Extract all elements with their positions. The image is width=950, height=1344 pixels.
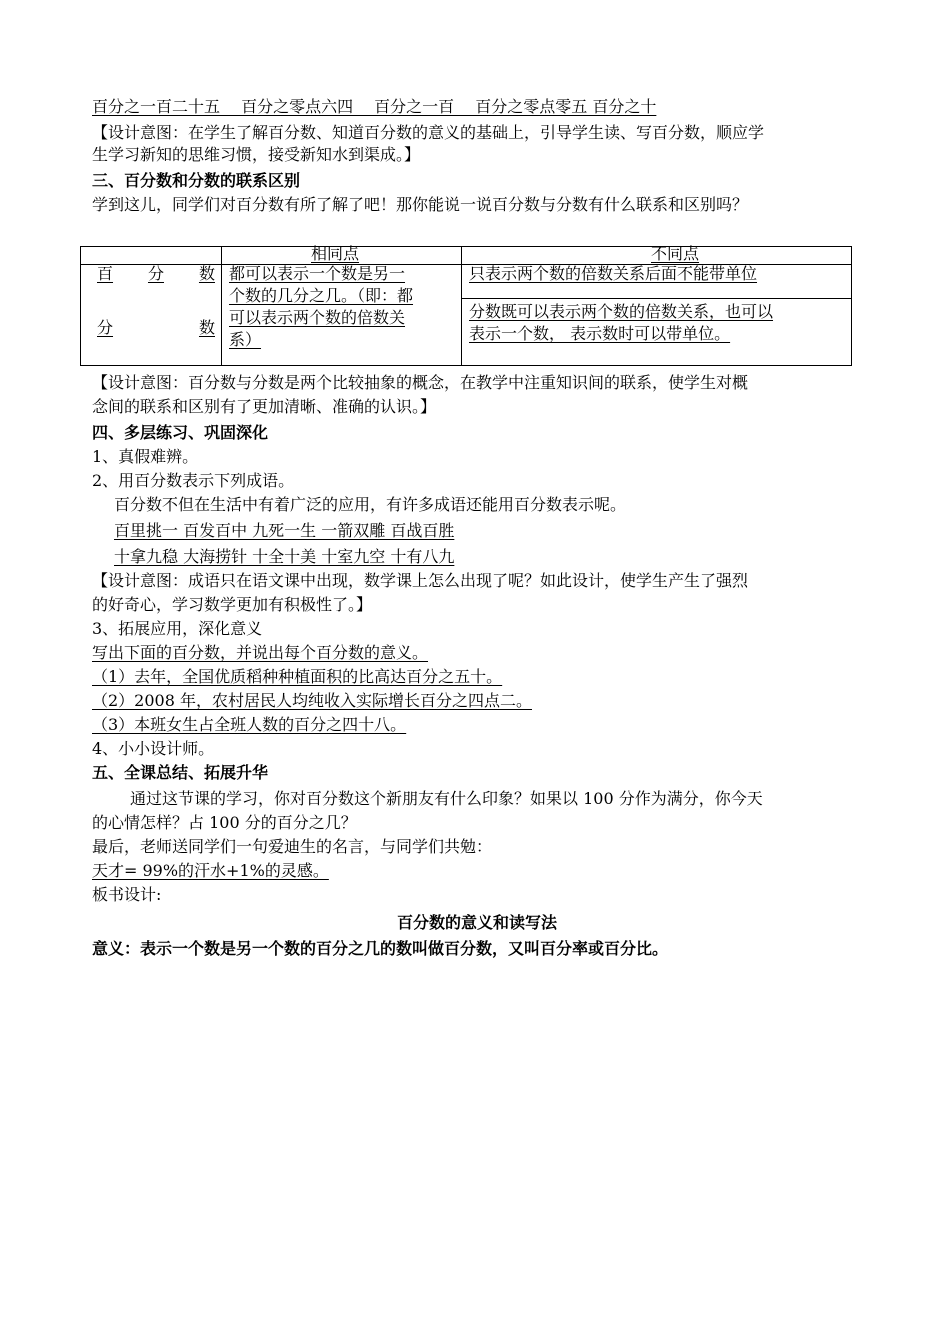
exercise-1: 1、真假难辨。: [92, 447, 199, 466]
edison-quote: 天才= 99%的汗水+1%的灵感。: [92, 861, 329, 880]
same-line-2: 个数的几分之几。（即：都: [229, 286, 414, 305]
exercise-3: 3、拓展应用，深化意义: [92, 619, 263, 638]
section-3-intro: 学到这儿，同学们对百分数有所了解了吧！那你能说一说百分数与分数有什么联系和区别吗？: [92, 195, 749, 214]
section-5-heading: 五、全课总结、拓展升华: [92, 763, 269, 782]
board-definition: 意义：表示一个数是另一个数的百分之几的数叫做百分数，又叫百分率或百分比。: [92, 939, 669, 958]
idiom-row-2: 十拿九稳 大海捞针 十全十美 十室九空 十有八九: [114, 547, 455, 566]
exercise-2: 2、用百分数表示下列成语。: [92, 471, 295, 490]
row-label-fraction: 分 数: [97, 318, 215, 337]
board-design-label: 板书设计:: [92, 885, 162, 904]
same-line-4: 系）: [229, 330, 262, 349]
section-4-heading: 四、多层练习、巩固深化: [92, 423, 269, 442]
summary-2: 的心情怎样？占 100 分的百分之几？: [92, 813, 357, 832]
exercise-3-item-1: （1）去年，全国优质稻种种植面积的比高达百分之五十。: [92, 667, 503, 686]
idiom-row-1: 百里挑一 百发百中 九死一生 一箭双雕 百战百胜: [114, 521, 455, 540]
same-line-3: 可以表示两个数的倍数关: [229, 308, 406, 327]
design-intent-2b: 念间的联系和区别有了更加清晰、准确的认识。】: [92, 397, 437, 416]
exercise-3-prompt: 写出下面的百分数，并说出每个百分数的意义。: [92, 643, 429, 662]
summary-1: 通过这节课的学习，你对百分数这个新朋友有什么印象？如果以 100 分作为满分，你今天: [130, 789, 763, 808]
board-title: 百分数的意义和读写法: [396, 913, 557, 932]
summary-3: 最后，老师送同学们一句爱迪生的名言，与同学们共勉：: [92, 837, 493, 856]
same-line-1: 都可以表示一个数是另一: [229, 264, 406, 283]
diff-fraction-2: 表示一个数， 表示数时可以带单位。: [469, 324, 731, 343]
design-intent-1a: 【设计意图：在学生了解百分数、知道百分数的意义的基础上，引导学生读、写百分数，顺应学: [92, 123, 765, 142]
design-intent-1b: 生学习新知的思维习惯，接受新知水到渠成。】: [92, 145, 421, 164]
header-diff: 不同点: [651, 244, 700, 263]
design-intent-3b: 的好奇心，学习数学更加有积极性了。】: [92, 595, 373, 614]
exercise-4: 4、小小设计师。: [92, 739, 215, 758]
design-intent-2a: 【设计意图：百分数与分数是两个比较抽象的概念，在教学中注重知识间的联系，使学生对概: [92, 373, 749, 392]
design-intent-3a: 【设计意图：成语只在语文课中出现，数学课上怎么出现了呢？如此设计，使学生产生了强烈: [92, 571, 749, 590]
exercise-3-item-3: （3）本班女生占全班人数的百分之四十八。: [92, 715, 407, 734]
section-3-heading: 三、百分数和分数的联系区别: [92, 171, 301, 190]
diff-percent: 只表示两个数的倍数关系后面不能带单位: [469, 264, 758, 283]
comparison-table: [80, 246, 852, 366]
diff-fraction-1: 分数既可以表示两个数的倍数关系，也可以: [469, 302, 774, 321]
row-label-percent: 百 分 数: [97, 264, 215, 283]
reading-examples: 百分之一百二十五 百分之零点六四 百分之一百 百分之零点零五 百分之十: [92, 97, 657, 116]
header-same: 相同点: [311, 244, 360, 263]
idiom-intro: 百分数不但在生活中有着广泛的应用，有许多成语还能用百分数表示呢。: [114, 495, 627, 514]
table-divider: [461, 298, 851, 299]
exercise-3-item-2: （2）2008 年，农村居民人均纯收入实际增长百分之四点二。: [92, 691, 532, 710]
